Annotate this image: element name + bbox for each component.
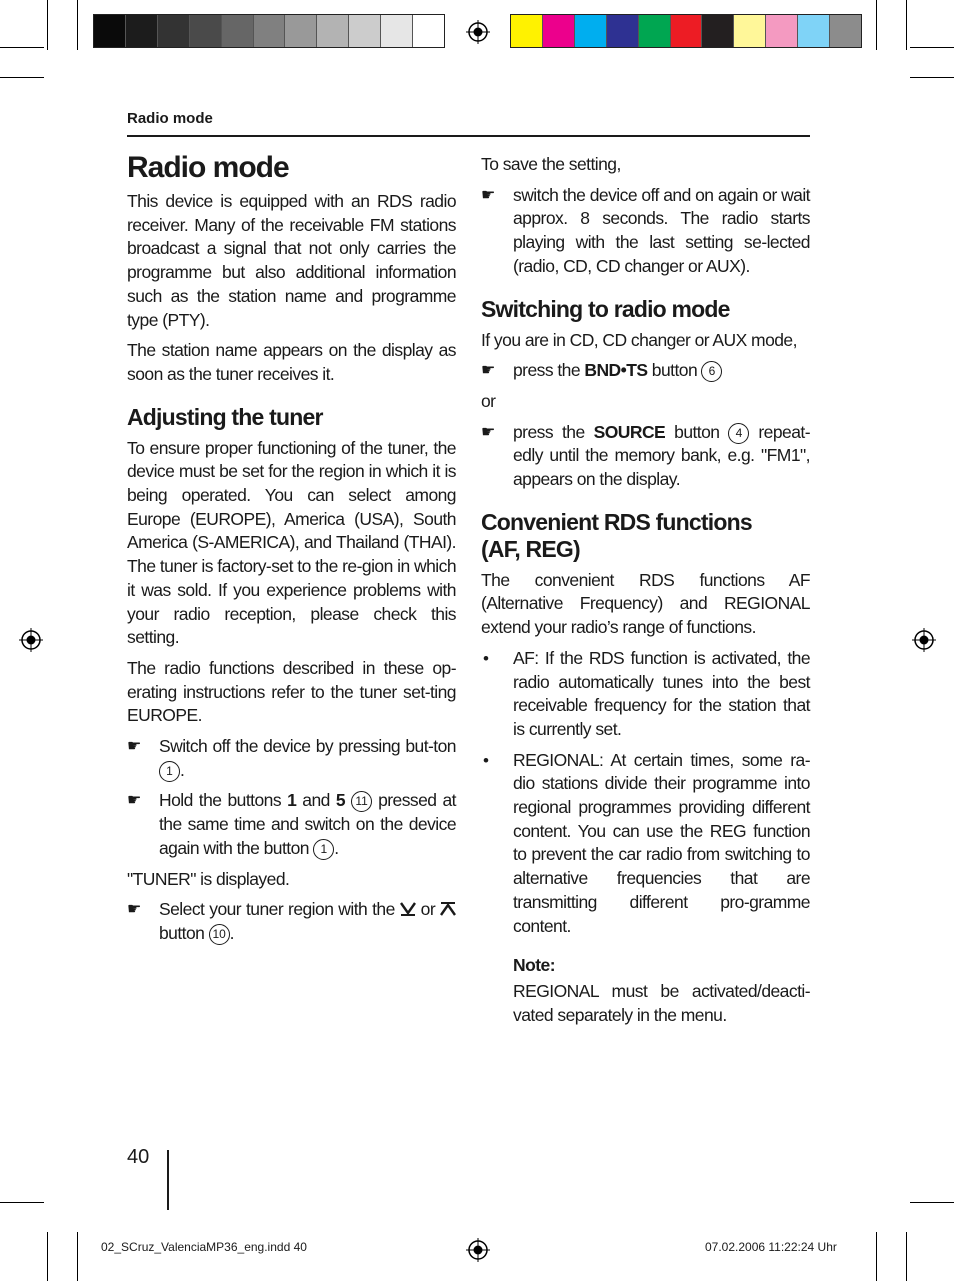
note-heading: Note:	[513, 955, 555, 976]
up-arrow-icon	[440, 902, 456, 916]
file-slug: 02_SCruz_ValenciaMP36_eng.indd 40	[101, 1240, 307, 1254]
color-swatch	[766, 15, 798, 47]
button-number-badge: 11	[351, 791, 372, 812]
print-timestamp: 07.02.2006 11:22:24 Uhr	[705, 1240, 837, 1254]
color-swatch	[126, 15, 158, 47]
color-swatch	[222, 15, 254, 47]
adjust-paragraph-2: The radio functions described in these op-erating instructions refer to the tuner set-ting EUROPE.	[127, 657, 456, 726]
list-item: ☛ Switch off the device by pressing but-ton 1 .	[127, 736, 456, 780]
intro-paragraph-2: The station name appears on the display as soon as the tuner receives it.	[127, 340, 456, 384]
crop-mark	[0, 1202, 44, 1203]
intro-paragraph: This device is equipped with an RDS radio receiver. Many of the receivable FM stations broadcast a signal that not only carries the programme but also additional information such as the station name and programme type (PTY).	[127, 191, 456, 330]
pointing-hand-icon: ☛	[481, 423, 495, 441]
or-text: or	[481, 390, 496, 411]
registration-mark-icon	[912, 628, 936, 652]
color-swatch	[94, 15, 126, 47]
crop-mark	[47, 0, 48, 50]
list-item: ☛ Hold the buttons 1 and 5 11 pressed at the same time and switch on the device again with the button 1 .	[127, 790, 456, 858]
switch-intro: If you are in CD, CD changer or AUX mode,	[481, 329, 797, 350]
running-header: Radio mode	[127, 110, 213, 127]
color-swatch	[158, 15, 190, 47]
button-number-badge: 1	[159, 761, 180, 782]
color-swatch	[349, 15, 381, 47]
crop-mark	[910, 77, 954, 78]
crop-mark	[77, 0, 78, 50]
adjust-paragraph: To ensure proper functioning of the tuner, the device must be set for the region in which it is being operated. You can select among Europe (EUROPE), America (USA), South America (S-AMERICA), and Thailand (THAI). The tuner is factory-set to the re-gion in which it was sold. If you experience problems with your radio reception, please check this setting.	[127, 437, 456, 648]
color-swatch	[317, 15, 349, 47]
color-swatch	[254, 15, 286, 47]
button-number-badge: 4	[728, 423, 749, 444]
color-swatch	[671, 15, 703, 47]
registration-mark-icon	[19, 628, 43, 652]
list-item: ☛ press the BND•TS button 6	[481, 359, 810, 383]
pointing-hand-icon: ☛	[481, 186, 495, 204]
crop-mark	[0, 47, 44, 48]
list-item: ☛ Select your tuner region with the or button 10 .	[127, 898, 456, 945]
crop-mark	[876, 0, 877, 50]
process-color-bar	[510, 14, 862, 48]
button-number-badge: 10	[209, 924, 230, 945]
pointing-hand-icon: ☛	[127, 792, 141, 810]
color-swatch	[511, 15, 543, 47]
color-swatch	[798, 15, 830, 47]
page-number-rule	[167, 1150, 169, 1210]
color-swatch	[607, 15, 639, 47]
bullet-dot-icon: •	[483, 648, 489, 668]
registration-mark-icon	[466, 1238, 490, 1262]
button-number-badge: 6	[701, 361, 722, 382]
note-body: REGIONAL must be activated/deacti-vated separately in the menu.	[513, 980, 810, 1025]
grayscale-color-bar	[93, 14, 445, 48]
left-column	[127, 150, 456, 953]
list-item: ☛ switch the device off and on again or wait approx. 8 seconds. The radio starts playing with the last setting se-lected (radio, CD, CD changer or AUX).	[481, 184, 810, 276]
section-heading-adjust: Adjusting the tuner	[127, 403, 323, 430]
color-swatch	[575, 15, 607, 47]
header-rule	[127, 135, 810, 137]
crop-mark	[876, 1232, 877, 1281]
crop-mark	[47, 1232, 48, 1281]
color-swatch	[830, 15, 861, 47]
color-swatch	[734, 15, 766, 47]
down-arrow-icon	[400, 902, 416, 916]
color-swatch	[543, 15, 575, 47]
page-number: 40	[127, 1146, 150, 1168]
button-number-badge: 1	[313, 839, 334, 860]
crop-mark	[77, 1232, 78, 1281]
section-heading-rds: Convenient RDS functions (AF, REG)	[481, 508, 752, 562]
rds-intro: The convenient RDS functions AF (Alternative Frequency) and REGIONAL extend your radio’s range of functions.	[481, 569, 810, 638]
color-swatch	[413, 15, 444, 47]
pointing-hand-icon: ☛	[127, 738, 141, 756]
list-item: • AF: If the RDS function is activated, the radio automatically tunes into the best receivable frequency for the station that is currently set.	[483, 647, 810, 739]
color-swatch	[702, 15, 734, 47]
color-swatch	[285, 15, 317, 47]
bullet-dot-icon: •	[483, 750, 489, 770]
crop-mark	[910, 1202, 954, 1203]
right-column	[481, 153, 810, 1027]
registration-mark-icon	[466, 20, 490, 44]
list-item: • REGIONAL: At certain times, some ra-dio stations divide their programme into regional programmes providing different content. You can use the REG function to prevent the car radio from switching to alternative frequencies that are transmitting different pro-gramme content.	[483, 749, 810, 936]
crop-mark	[906, 0, 907, 50]
page-title: Radio mode	[127, 151, 289, 184]
crop-mark	[906, 1232, 907, 1281]
color-swatch	[190, 15, 222, 47]
pointing-hand-icon: ☛	[481, 362, 495, 380]
crop-mark	[910, 47, 954, 48]
section-heading-switch: Switching to radio mode	[481, 295, 730, 322]
color-swatch	[381, 15, 413, 47]
pointing-hand-icon: ☛	[127, 901, 141, 919]
save-intro: To save the setting,	[481, 154, 621, 174]
crop-mark	[0, 77, 44, 78]
list-item: ☛ press the SOURCE button 4 repeat-edly until the memory bank, e.g. "FM1", appears on the display.	[481, 421, 810, 490]
tuner-message: "TUNER" is displayed.	[127, 868, 290, 889]
color-swatch	[639, 15, 671, 47]
